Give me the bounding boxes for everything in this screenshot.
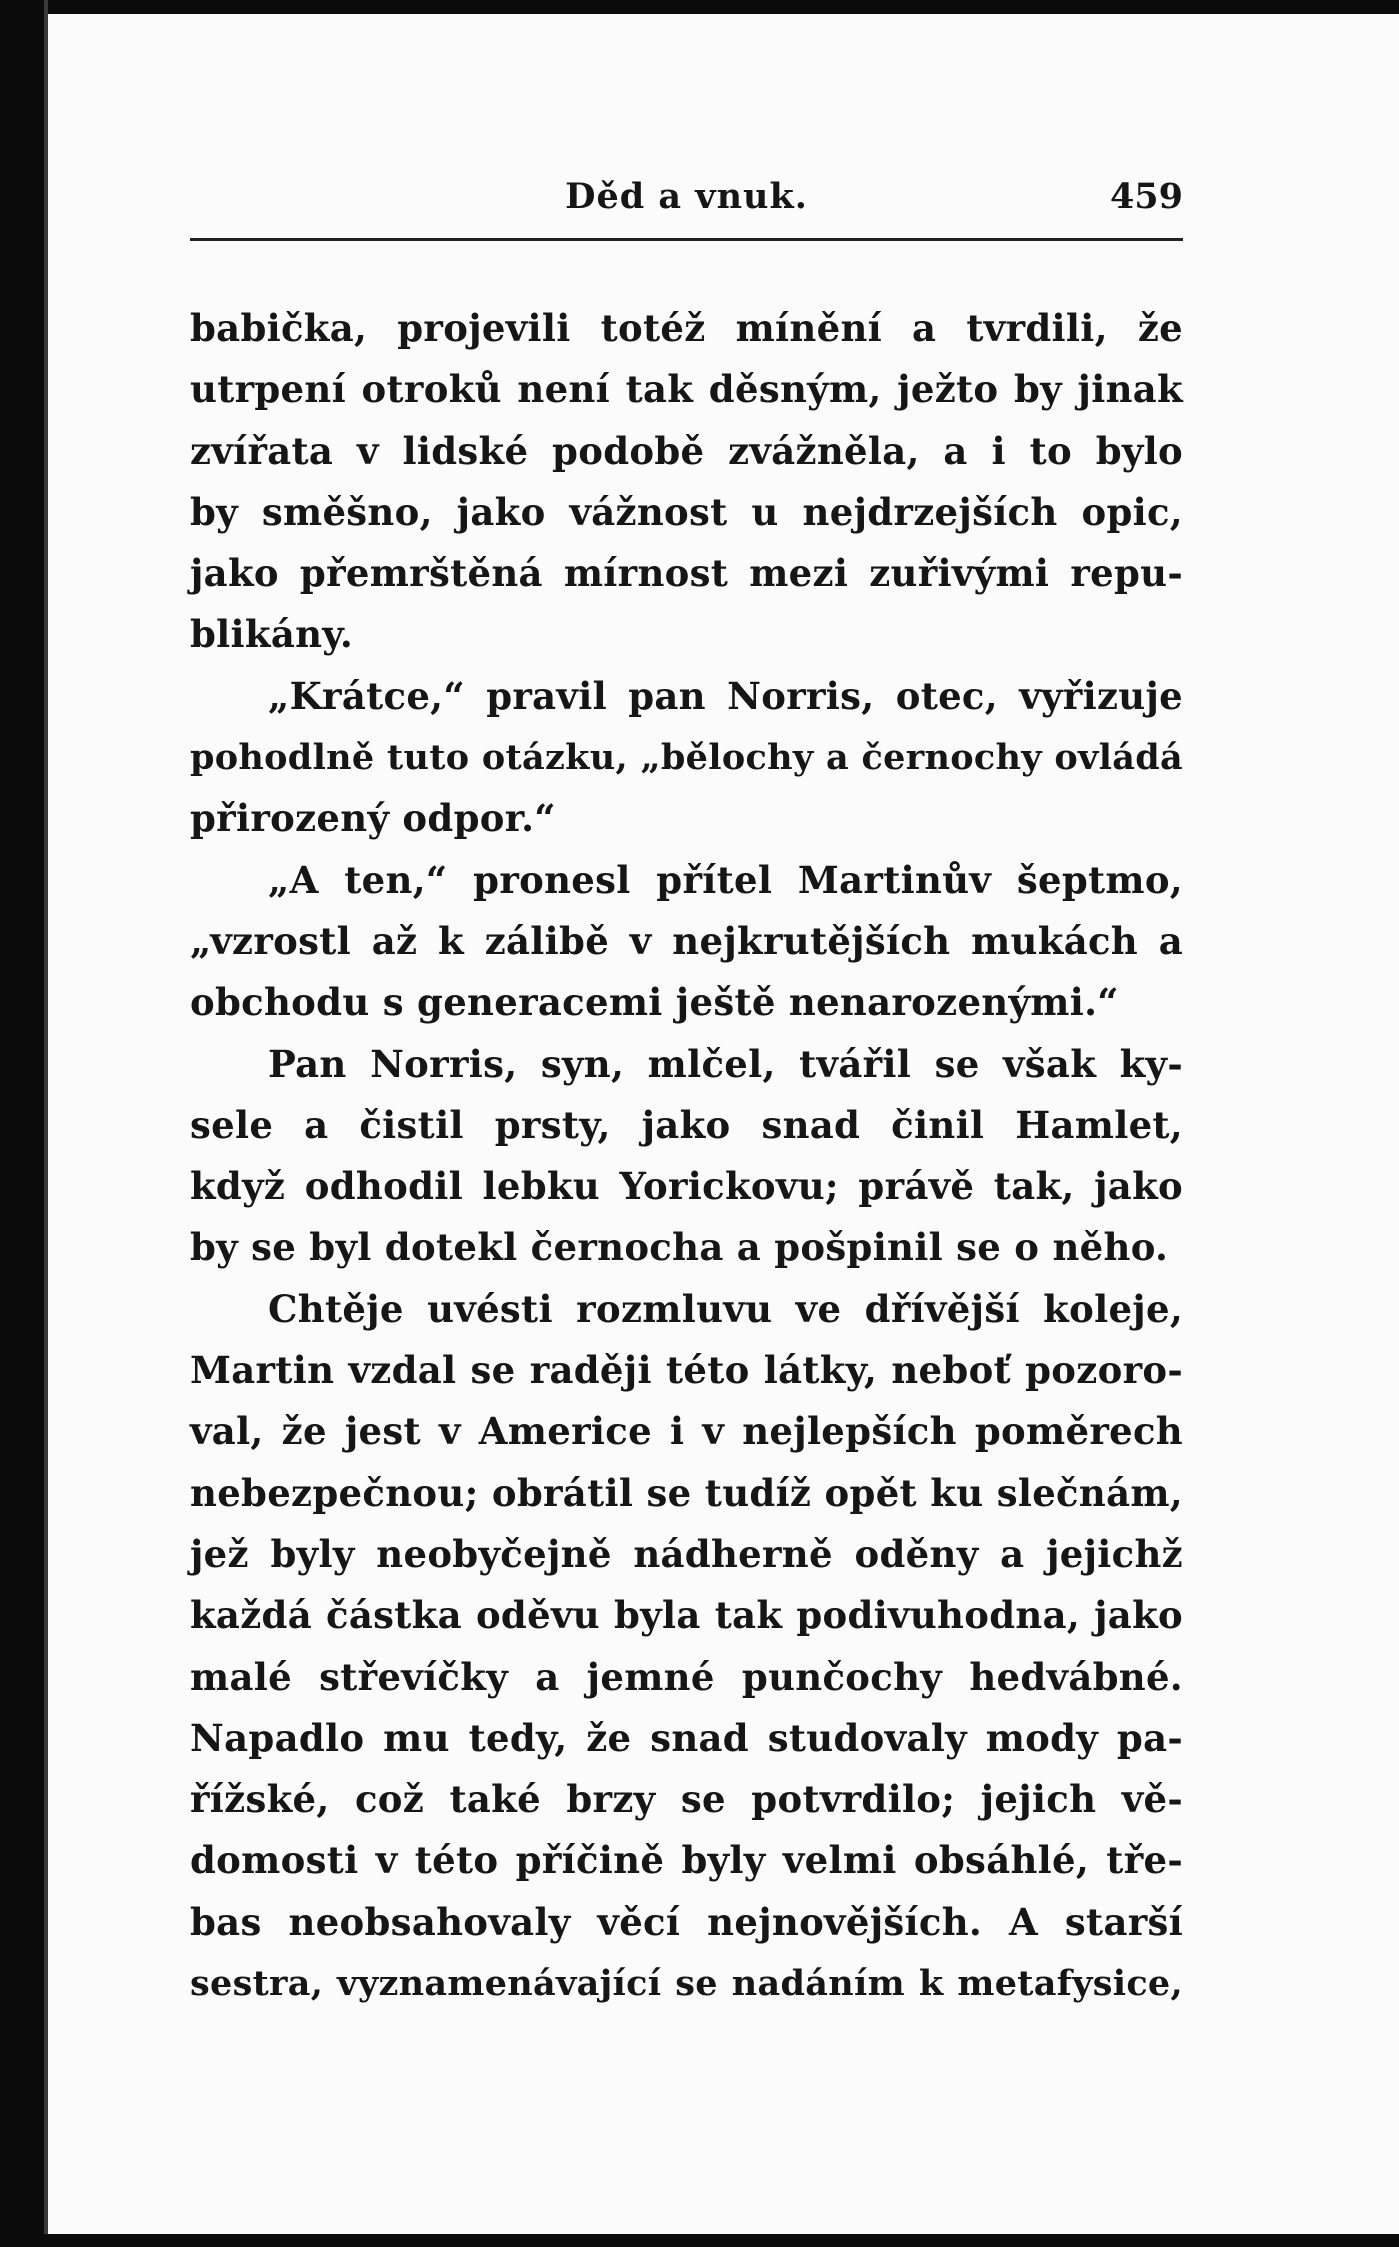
text-line: „A ten,“ pronesl přítel Martinův šeptmo, bbox=[268, 857, 1183, 902]
text-line: utrpení otroků není tak děsným, ježto by jinak bbox=[190, 367, 1183, 412]
text-line: Napadlo mu tedy, že snad studovaly mody pa- bbox=[190, 1715, 1183, 1760]
text-line: Martin vzdal se raději této látky, neboť pozoro- bbox=[190, 1348, 1183, 1393]
text-line: každá částka oděvu byla tak podivuhodna, jako bbox=[190, 1593, 1183, 1638]
text-line: bas neobsahovaly věcí nejnovějších. A starší bbox=[190, 1899, 1183, 1944]
text-line: „vzrostl až k zálibě v nejkrutějších mukách a bbox=[190, 918, 1183, 963]
text-line: domosti v této příčině byly velmi obsáhlé, tře- bbox=[190, 1838, 1183, 1883]
running-title: Děd a vnuk. bbox=[565, 176, 808, 217]
text-line: Chtěje uvésti rozmluvu ve dřívější koleje, bbox=[268, 1286, 1183, 1331]
text-line: sestra, vyznamenávající se nadáním k metafysice, bbox=[190, 1963, 1183, 2005]
page-header bbox=[190, 176, 1183, 232]
text-line: sele a čistil prsty, jako snad činil Hamlet, bbox=[190, 1102, 1183, 1147]
text-line: řížské, což také brzy se potvrdilo; jejich vě- bbox=[190, 1777, 1183, 1822]
header-rule bbox=[190, 238, 1183, 241]
scan-frame-bottom bbox=[0, 2234, 1399, 2247]
text-line: by směšno, jako vážnost u nejdrzejších opic, bbox=[190, 489, 1183, 534]
scan-frame-top bbox=[0, 0, 1399, 14]
text-line: nebezpečnou; obrátil se tudíž opět ku slečnám, bbox=[190, 1470, 1183, 1515]
text-line: když odhodil lebku Yorickovu; právě tak, jako bbox=[190, 1164, 1183, 1209]
body-text bbox=[190, 298, 1183, 2014]
text-line: by se byl dotekl černocha a pošpinil se o něho. bbox=[190, 1225, 1169, 1270]
text-line: obchodu s generacemi ještě nenarozenými.“ bbox=[190, 980, 1119, 1025]
text-line: Pan Norris, syn, mlčel, tvářil se však ky- bbox=[268, 1041, 1183, 1086]
text-line: zvířata v lidské podobě zvážněla, a i to bylo bbox=[190, 428, 1183, 473]
text-line: jako přemrštěná mírnost mezi zuřivými repu- bbox=[190, 551, 1183, 596]
text-line: „Krátce,“ pravil pan Norris, otec, vyřizuje bbox=[268, 673, 1183, 718]
page-number: 459 bbox=[1109, 176, 1183, 217]
text-line: přirozený odpor.“ bbox=[190, 796, 556, 841]
text-line: malé střevíčky a jemné punčochy hedvábné. bbox=[190, 1654, 1183, 1699]
text-line: babička, projevili totéž mínění a tvrdili, že bbox=[190, 306, 1183, 350]
text-line: jež byly neobyčejně nádherně oděny a jejichž bbox=[190, 1531, 1183, 1576]
text-line: pohodlně tuto otázku, „bělochy a černochy ovládá bbox=[190, 737, 1183, 779]
text-line: val, že jest v Americe i v nejlepších poměrech bbox=[190, 1409, 1183, 1454]
scan-frame-left bbox=[0, 0, 44, 2247]
text-line: blikány. bbox=[190, 612, 354, 657]
